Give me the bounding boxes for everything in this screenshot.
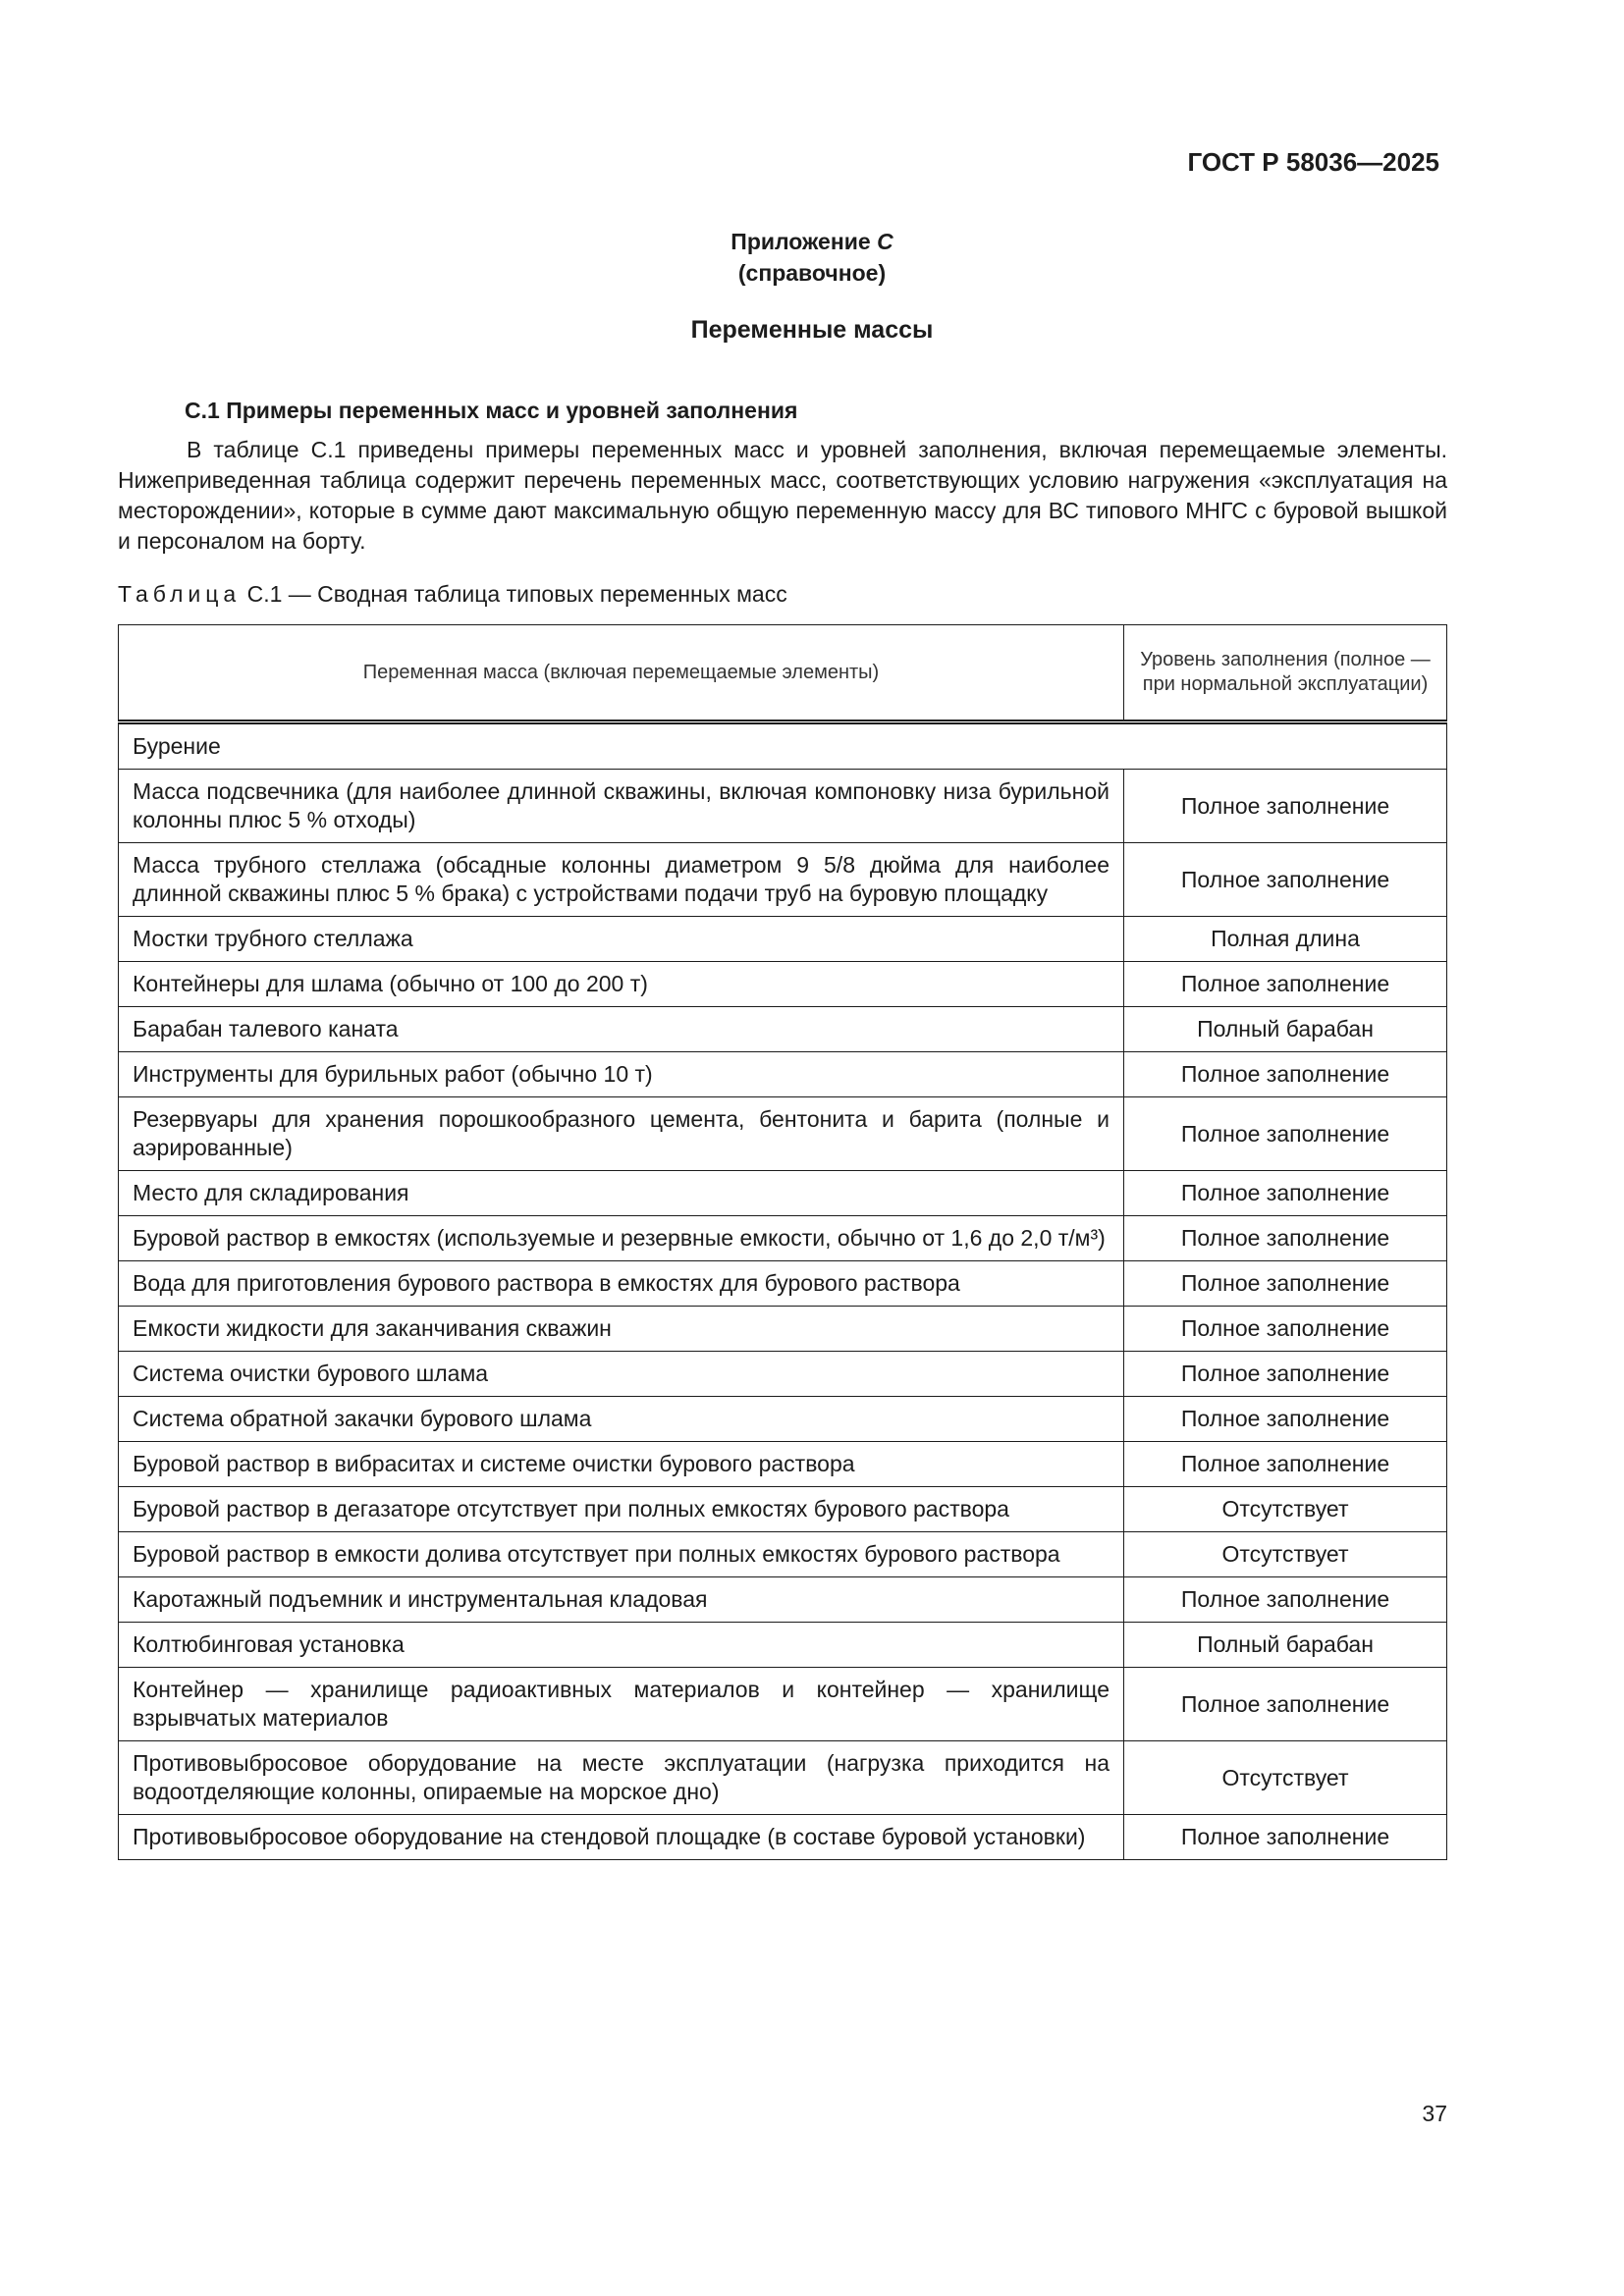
table-row [119, 1097, 1447, 1171]
row-mass-cell: Место для складирования [119, 1171, 1124, 1216]
table-group-row [119, 722, 1447, 770]
page-number: 37 [1422, 2101, 1447, 2126]
table-row [119, 1532, 1447, 1577]
row-mass-cell: Буровой раствор в вибраситах и системе очистки бурового раствора [119, 1442, 1124, 1487]
row-mass-cell: Противовыбросовое оборудование на месте эксплуатации (нагрузка приходится на водоотделяющие колонны, опираемые на морское дно) [119, 1741, 1124, 1815]
table-caption-prefix: Таблица [118, 581, 242, 607]
table-row [119, 1261, 1447, 1307]
row-level-cell: Полное заполнение [1124, 1815, 1447, 1860]
row-mass-cell: Буровой раствор в емкостях (используемые и резервные емкости, обычно от 1,6 до 2,0 т/м³) [119, 1216, 1124, 1261]
row-level-cell: Отсутствует [1124, 1741, 1447, 1815]
row-mass-cell: Буровой раствор в дегазаторе отсутствует при полных емкостях бурового раствора [119, 1487, 1124, 1532]
table-row [119, 843, 1447, 917]
row-level-cell: Полное заполнение [1124, 962, 1447, 1007]
row-level-cell: Полное заполнение [1124, 843, 1447, 917]
appendix-label: Приложение С [731, 229, 893, 254]
row-mass-cell: Колтюбинговая установка [119, 1623, 1124, 1668]
table-row [119, 770, 1447, 843]
row-level-cell: Отсутствует [1124, 1532, 1447, 1577]
row-level-cell: Отсутствует [1124, 1487, 1447, 1532]
row-mass-cell: Система обратной закачки бурового шлама [119, 1397, 1124, 1442]
row-mass-cell: Контейнеры для шлама (обычно от 100 до 200 т) [119, 962, 1124, 1007]
row-mass-cell: Каротажный подъемник и инструментальная кладовая [119, 1577, 1124, 1623]
row-level-cell: Полное заполнение [1124, 1216, 1447, 1261]
table-row [119, 962, 1447, 1007]
row-mass-cell: Система очистки бурового шлама [119, 1352, 1124, 1397]
appendix-type: (справочное) [737, 260, 887, 286]
appendix-heading [0, 226, 1624, 289]
table-row [119, 1442, 1447, 1487]
row-mass-cell: Противовыбросовое оборудование на стендовой площадке (в составе буровой установки) [119, 1815, 1124, 1860]
table-row [119, 1307, 1447, 1352]
table-row [119, 1397, 1447, 1442]
row-mass-cell: Масса подсвечника (для наиболее длинной скважины, включая компоновку низа бурильной колонны плюс 5 % отходы) [119, 770, 1124, 843]
row-level-cell: Полный барабан [1124, 1623, 1447, 1668]
table-row [119, 1487, 1447, 1532]
row-mass-cell: Мостки трубного стеллажа [119, 917, 1124, 962]
table-caption [118, 581, 787, 608]
table-row [119, 1741, 1447, 1815]
row-mass-cell: Барабан талевого каната [119, 1007, 1124, 1052]
row-level-cell: Полное заполнение [1124, 1097, 1447, 1171]
table-row [119, 917, 1447, 962]
document-code: ГОСТ Р 58036—2025 [1187, 147, 1439, 177]
row-level-cell: Полное заполнение [1124, 1261, 1447, 1307]
appendix-letter: С [877, 229, 893, 254]
row-mass-cell: Резервуары для хранения порошкообразного цемента, бентонита и барита (полные и аэрированные) [119, 1097, 1124, 1171]
section-number: С.1 [185, 398, 220, 423]
row-level-cell: Полное заполнение [1124, 1171, 1447, 1216]
group-drilling: Бурение [119, 722, 1447, 770]
section-title: Примеры переменных масс и уровней заполнения [226, 398, 798, 423]
row-level-cell: Полный барабан [1124, 1007, 1447, 1052]
table-header-row [119, 625, 1447, 722]
table-row [119, 1815, 1447, 1860]
row-mass-cell: Контейнер — хранилище радиоактивных материалов и контейнер — хранилище взрывчатых материалов [119, 1668, 1124, 1741]
table-row [119, 1052, 1447, 1097]
table-row [119, 1171, 1447, 1216]
table-row [119, 1623, 1447, 1668]
table-row [119, 1352, 1447, 1397]
header-mass: Переменная масса (включая перемещаемые элементы) [119, 625, 1124, 722]
variable-mass-table [118, 624, 1447, 1860]
table-row [119, 1668, 1447, 1741]
page-title: Переменные массы [690, 316, 934, 344]
table-caption-text: С.1 — Сводная таблица типовых переменных масс [246, 581, 787, 607]
row-level-cell: Полное заполнение [1124, 1052, 1447, 1097]
row-level-cell: Полное заполнение [1124, 1307, 1447, 1352]
row-mass-cell: Емкости жидкости для заканчивания скважин [119, 1307, 1124, 1352]
table-row [119, 1577, 1447, 1623]
row-mass-cell: Буровой раствор в емкости долива отсутствует при полных емкостях бурового раствора [119, 1532, 1124, 1577]
row-level-cell: Полная длина [1124, 917, 1447, 962]
row-level-cell: Полное заполнение [1124, 1442, 1447, 1487]
row-level-cell: Полное заполнение [1124, 1397, 1447, 1442]
section-heading [185, 398, 797, 424]
row-level-cell: Полное заполнение [1124, 1577, 1447, 1623]
table-row [119, 1216, 1447, 1261]
row-mass-cell: Вода для приготовления бурового раствора в емкостях для бурового раствора [119, 1261, 1124, 1307]
row-level-cell: Полное заполнение [1124, 1352, 1447, 1397]
table-row [119, 1007, 1447, 1052]
row-level-cell: Полное заполнение [1124, 770, 1447, 843]
row-mass-cell: Масса трубного стеллажа (обсадные колонны диаметром 9 5/8 дюйма для наиболее длинной скважины плюс 5 % брака) с устройствами подачи труб на буровую площадку [119, 843, 1124, 917]
row-level-cell: Полное заполнение [1124, 1668, 1447, 1741]
row-mass-cell: Инструменты для бурильных работ (обычно 10 т) [119, 1052, 1124, 1097]
header-level: Уровень заполнения (полное — при нормальной эксплуатации) [1124, 625, 1447, 722]
intro-paragraph: В таблице С.1 приведены примеры переменных масс и уровней заполнения, включая перемещаемые элементы. Нижеприведенная таблица содержит перечень переменных масс, соответствующих условию нагружения «эксплуатация на месторождении», которые в сумме дают максимальную общую переменную массу для ВС типового МНГС с буровой вышкой и персоналом на борту. [118, 437, 1447, 554]
